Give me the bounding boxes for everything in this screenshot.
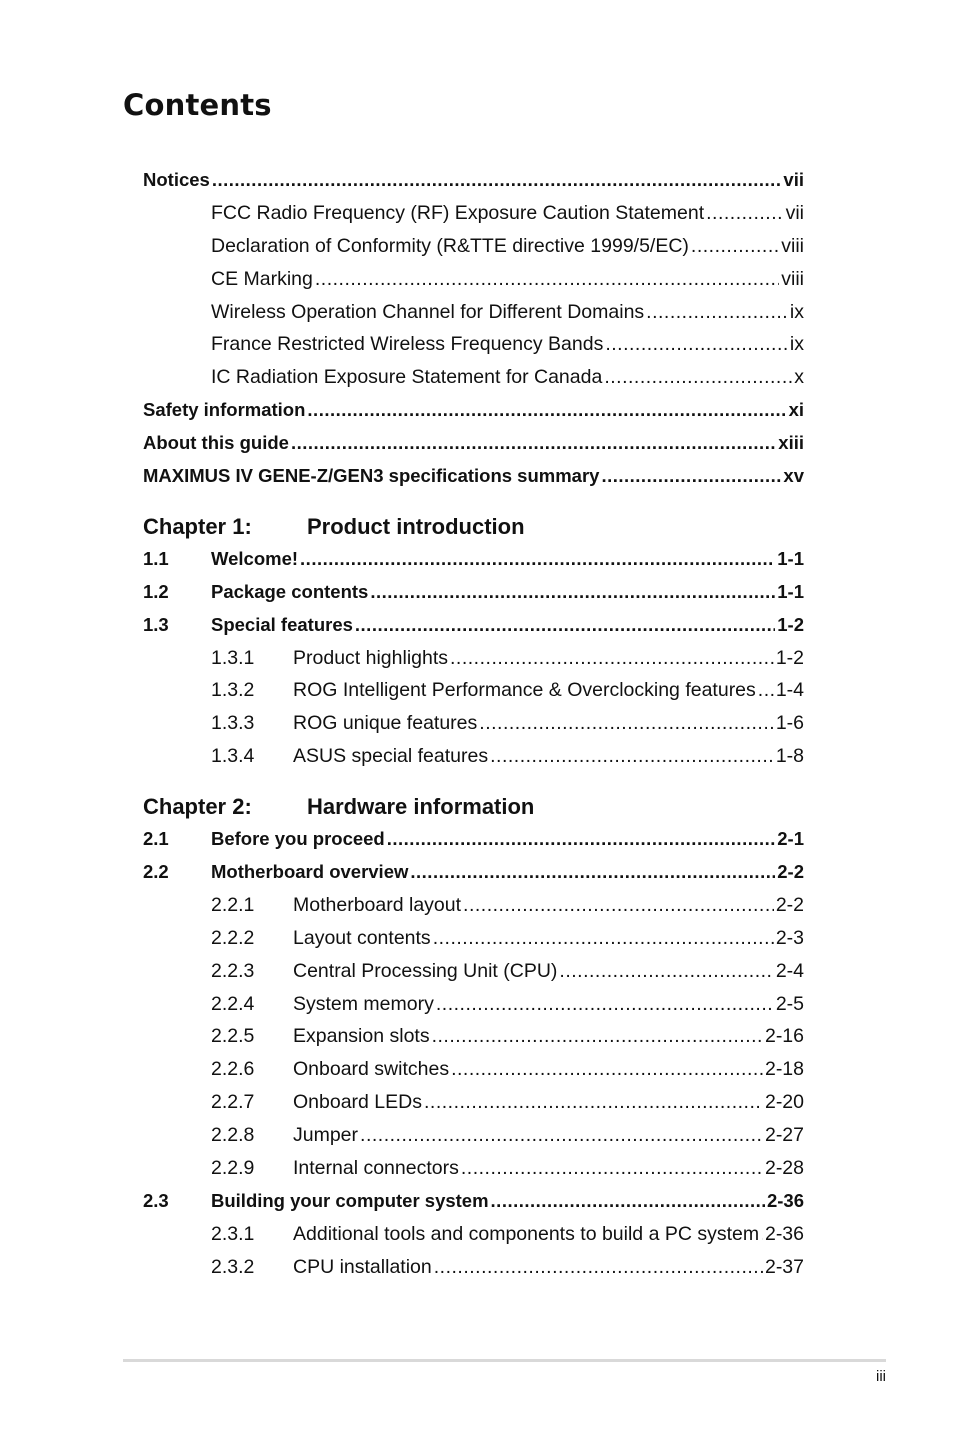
page-number: iii <box>876 1368 886 1385</box>
chapter-title: Product introduction <box>307 513 525 539</box>
toc-page: vii <box>783 169 804 190</box>
toc-row[interactable] <box>143 1185 804 1218</box>
toc-row[interactable] <box>143 955 804 988</box>
section-number: 2.2.8 <box>211 1124 255 1147</box>
toc-row[interactable] <box>143 922 804 955</box>
leader-dots <box>646 296 788 329</box>
toc-label: Expansion slots <box>293 1025 430 1048</box>
toc-label: MAXIMUS IV GENE-Z/GEN3 specifications summary <box>143 465 600 487</box>
leader-dots <box>461 1152 763 1185</box>
toc-row[interactable] <box>143 427 804 460</box>
section-number: 2.2.3 <box>211 959 255 982</box>
chapter-number: Chapter 1: <box>143 513 252 539</box>
chapter-heading[interactable] <box>143 790 804 823</box>
toc-row[interactable] <box>143 230 804 263</box>
toc-label: Safety information <box>143 399 306 421</box>
section-number: 1.3.1 <box>211 646 255 669</box>
toc-label: Package contents <box>211 580 369 602</box>
toc-label: Motherboard layout <box>293 893 462 916</box>
toc-page: 1-6 <box>775 712 804 735</box>
leader-dots <box>410 856 775 889</box>
toc-page: 2-18 <box>764 1058 804 1081</box>
leader-dots <box>604 361 792 394</box>
toc-page: 2-36 <box>766 1189 804 1211</box>
toc-page: ix <box>789 333 804 356</box>
chapter-title: Hardware information <box>307 794 535 820</box>
section-number: 1.1 <box>143 547 169 569</box>
toc-label: Declaration of Conformity (R&TTE directive 1999/5/EC) <box>211 234 689 257</box>
toc-row[interactable] <box>143 740 804 773</box>
section-number: 2.3.2 <box>211 1255 255 1278</box>
toc-page: 2-2 <box>775 893 804 916</box>
toc-label: ROG unique features <box>293 712 478 735</box>
toc-label: Before you proceed <box>211 828 385 850</box>
leader-dots <box>432 1020 763 1053</box>
toc-page: 1-1 <box>777 547 804 569</box>
toc-page: 1-4 <box>775 679 804 702</box>
leader-dots <box>355 609 775 642</box>
section-number: 2.1 <box>143 828 169 850</box>
toc-label: ROG Intelligent Performance & Overclocking features <box>293 679 756 702</box>
leader-dots <box>761 1218 763 1251</box>
toc-page: 2-27 <box>764 1124 804 1147</box>
page-title: Contents <box>123 88 272 122</box>
section-number: 2.2.6 <box>211 1058 255 1081</box>
section-number: 1.2 <box>143 580 169 602</box>
leader-dots <box>559 955 773 988</box>
toc-row[interactable] <box>143 856 804 889</box>
toc-row[interactable] <box>143 296 804 329</box>
toc-row[interactable] <box>143 1119 804 1152</box>
toc-label: Special features <box>211 613 353 635</box>
toc-row[interactable] <box>143 1020 804 1053</box>
leader-dots <box>490 740 774 773</box>
toc-label: Additional tools and components to build a PC system <box>293 1222 760 1245</box>
chapter-heading[interactable] <box>143 510 804 543</box>
leader-dots <box>450 642 774 675</box>
toc-row[interactable] <box>143 263 804 296</box>
toc-label: Onboard switches <box>293 1058 450 1081</box>
toc-label: Layout contents <box>293 926 431 949</box>
toc-page: 2-20 <box>764 1091 804 1114</box>
toc-page: ix <box>789 300 804 323</box>
toc-label: About this guide <box>143 432 289 454</box>
leader-dots <box>436 988 774 1021</box>
section-number: 2.3 <box>143 1189 169 1211</box>
table-of-contents <box>143 164 804 1284</box>
toc-page: x <box>794 366 804 389</box>
toc-row[interactable] <box>143 576 804 609</box>
toc-row[interactable] <box>143 642 804 675</box>
toc-row[interactable] <box>143 609 804 642</box>
toc-row[interactable] <box>143 543 804 576</box>
toc-row[interactable] <box>143 988 804 1021</box>
toc-page: 2-5 <box>775 992 804 1015</box>
toc-row[interactable] <box>143 674 804 707</box>
leader-dots <box>315 263 779 296</box>
footer-divider <box>123 1359 886 1362</box>
toc-row[interactable] <box>143 889 804 922</box>
toc-label: Jumper <box>293 1124 359 1147</box>
leader-dots <box>360 1119 763 1152</box>
toc-page: xiii <box>778 432 804 454</box>
toc-label: CPU installation <box>293 1255 432 1278</box>
toc-page: viii <box>781 267 804 290</box>
leader-dots <box>706 197 783 230</box>
toc-label: ASUS special features <box>293 745 489 768</box>
toc-label: System memory <box>293 992 434 1015</box>
leader-dots <box>605 328 788 361</box>
toc-row[interactable] <box>143 164 804 197</box>
section-number: 1.3.3 <box>211 712 255 735</box>
toc-page: xv <box>783 465 804 487</box>
toc-page: viii <box>781 234 804 257</box>
leader-dots <box>424 1086 763 1119</box>
toc-page: 2-37 <box>764 1255 804 1278</box>
leader-dots <box>291 427 776 460</box>
toc-page: 2-36 <box>764 1222 804 1245</box>
leader-dots <box>463 889 774 922</box>
section-number: 2.2.4 <box>211 992 255 1015</box>
toc-page: xi <box>788 399 804 421</box>
toc-page: 2-4 <box>775 959 804 982</box>
leader-dots <box>601 460 781 493</box>
toc-page: 1-8 <box>775 745 804 768</box>
leader-dots <box>212 164 782 197</box>
toc-label: FCC Radio Frequency (RF) Exposure Caution Statement <box>211 201 705 224</box>
toc-page: 1-1 <box>777 580 804 602</box>
leader-dots <box>387 823 776 856</box>
leader-dots <box>491 1185 765 1218</box>
toc-row[interactable] <box>143 823 804 856</box>
leader-dots <box>451 1053 763 1086</box>
toc-row[interactable] <box>143 394 804 427</box>
toc-label: IC Radiation Exposure Statement for Canada <box>211 366 603 389</box>
section-number: 2.3.1 <box>211 1222 255 1245</box>
toc-row[interactable] <box>143 460 804 493</box>
toc-row[interactable] <box>143 1152 804 1185</box>
toc-row[interactable] <box>143 197 804 230</box>
leader-dots <box>307 394 786 427</box>
section-number: 2.2.5 <box>211 1025 255 1048</box>
toc-row[interactable] <box>143 1251 804 1284</box>
toc-label: Product highlights <box>293 646 449 669</box>
section-number: 2.2.9 <box>211 1157 255 1180</box>
toc-label: Motherboard overview <box>211 861 409 883</box>
leader-dots <box>300 543 775 576</box>
toc-page: 1-2 <box>777 613 804 635</box>
toc-page: 2-1 <box>777 828 804 850</box>
toc-label: Building your computer system <box>211 1189 489 1211</box>
section-number: 1.3.4 <box>211 745 255 768</box>
toc-page: vii <box>785 201 804 224</box>
section-number: 2.2.2 <box>211 926 255 949</box>
chapter-number: Chapter 2: <box>143 794 252 820</box>
toc-label: Wireless Operation Channel for Different Domains <box>211 300 645 323</box>
leader-dots <box>370 576 775 609</box>
toc-label: CE Marking <box>211 267 313 290</box>
toc-page: 2-16 <box>764 1025 804 1048</box>
toc-label: Internal connectors <box>293 1157 459 1180</box>
toc-label: Notices <box>143 169 210 190</box>
leader-dots <box>434 1251 763 1284</box>
section-number: 2.2.1 <box>211 893 255 916</box>
toc-row[interactable] <box>143 707 804 740</box>
section-number: 2.2 <box>143 861 169 883</box>
toc-page: 2-3 <box>775 926 804 949</box>
toc-label: Onboard LEDs <box>293 1091 422 1114</box>
toc-label: Welcome! <box>211 547 299 569</box>
toc-row[interactable] <box>143 328 804 361</box>
toc-label: France Restricted Wireless Frequency Bands <box>211 333 604 356</box>
leader-dots <box>433 922 774 955</box>
toc-label: Central Processing Unit (CPU) <box>293 959 558 982</box>
toc-row[interactable] <box>143 361 804 394</box>
toc-row[interactable] <box>143 1218 804 1251</box>
front-matter <box>143 164 804 493</box>
toc-page: 1-2 <box>775 646 804 669</box>
leader-dots <box>758 674 774 707</box>
section-number: 1.3.2 <box>211 679 255 702</box>
leader-dots <box>479 707 774 740</box>
leader-dots <box>691 230 779 263</box>
section-number: 1.3 <box>143 613 169 635</box>
toc-page: 2-2 <box>777 861 804 883</box>
toc-row[interactable] <box>143 1053 804 1086</box>
section-number: 2.2.7 <box>211 1091 255 1114</box>
toc-row[interactable] <box>143 1086 804 1119</box>
toc-page: 2-28 <box>764 1157 804 1180</box>
